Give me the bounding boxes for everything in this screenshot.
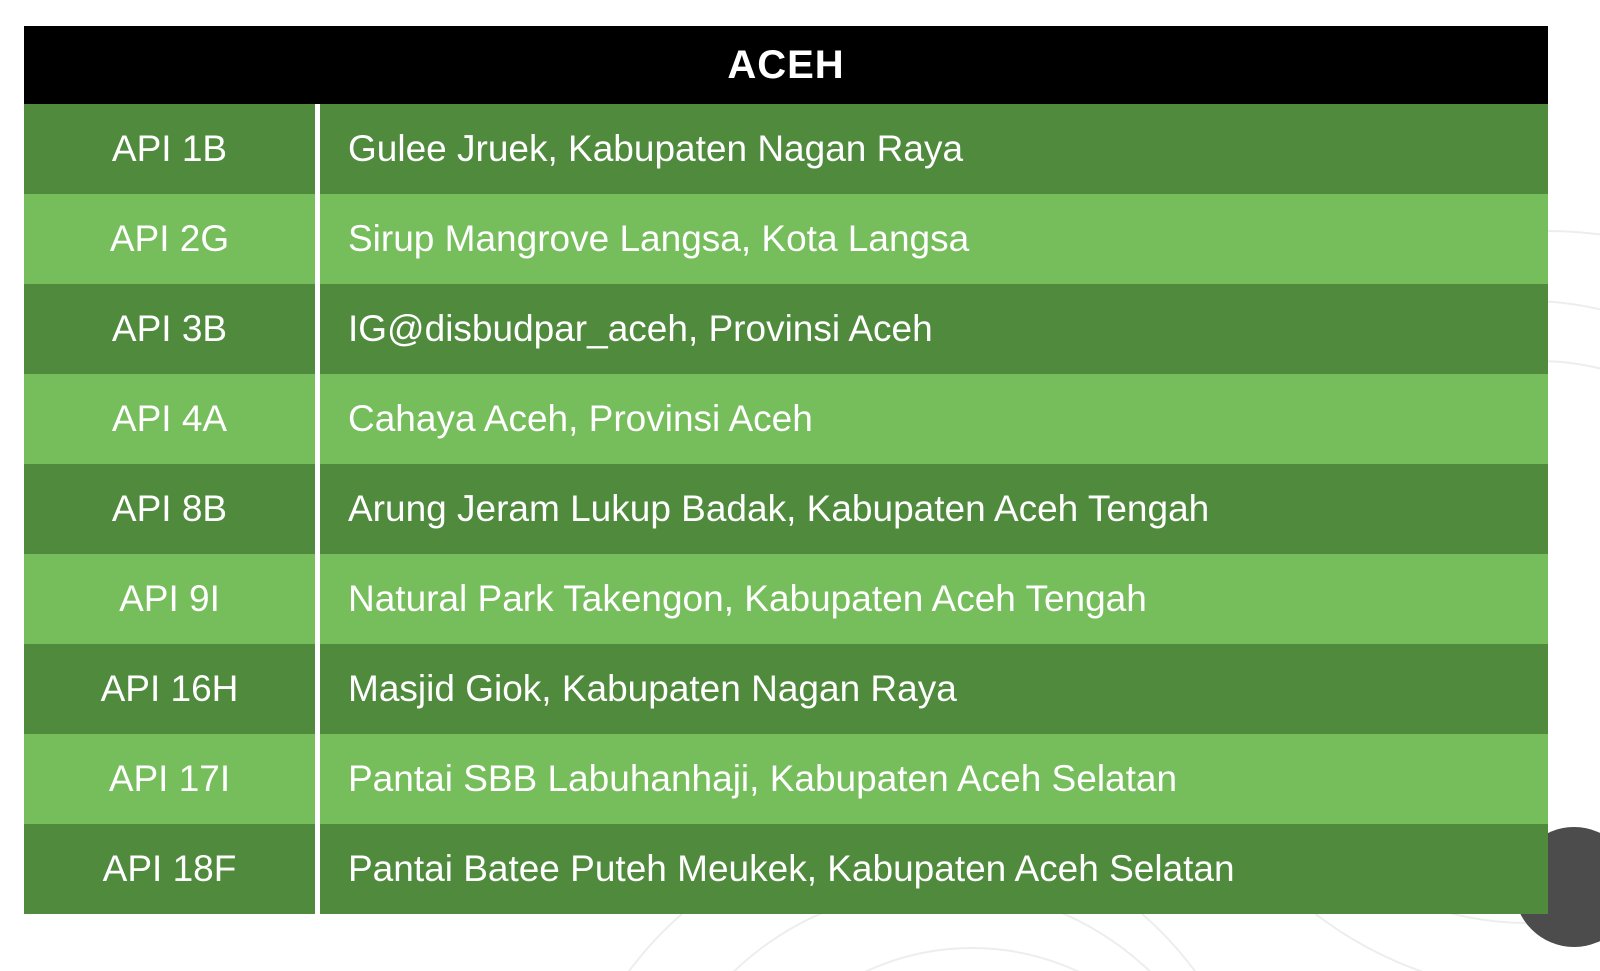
- row-name: Pantai SBB Labuhanhaji, Kabupaten Aceh Selatan: [320, 734, 1548, 824]
- page-title-text: ACEH: [727, 42, 845, 87]
- table-row: [24, 644, 1548, 734]
- page-title: [24, 26, 1548, 104]
- row-name: Gulee Jruek, Kabupaten Nagan Raya: [320, 104, 1548, 194]
- row-name: Natural Park Takengon, Kabupaten Aceh Tengah: [320, 554, 1548, 644]
- row-code: API 17I: [24, 734, 320, 824]
- row-name: Arung Jeram Lukup Badak, Kabupaten Aceh Tengah: [320, 464, 1548, 554]
- row-code: API 18F: [24, 824, 320, 914]
- row-code: API 1B: [24, 104, 320, 194]
- decorative-arc-icon: [720, 947, 1224, 971]
- row-name: Masjid Giok, Kabupaten Nagan Raya: [320, 644, 1548, 734]
- row-code: API 2G: [24, 194, 320, 284]
- data-table: [24, 26, 1548, 914]
- row-name: Sirup Mangrove Langsa, Kota Langsa: [320, 194, 1548, 284]
- table-row: [24, 194, 1548, 284]
- row-name: Cahaya Aceh, Provinsi Aceh: [320, 374, 1548, 464]
- table-row: [24, 374, 1548, 464]
- table-row: [24, 824, 1548, 914]
- table-row: [24, 554, 1548, 644]
- row-name: IG@disbudpar_aceh, Provinsi Aceh: [320, 284, 1548, 374]
- row-name: Pantai Batee Puteh Meukek, Kabupaten Aceh Selatan: [320, 824, 1548, 914]
- row-code: API 9I: [24, 554, 320, 644]
- table-row: [24, 104, 1548, 194]
- table-row: [24, 284, 1548, 374]
- table-row: [24, 734, 1548, 824]
- row-code: API 3B: [24, 284, 320, 374]
- row-code: API 4A: [24, 374, 320, 464]
- row-code: API 8B: [24, 464, 320, 554]
- table-row: [24, 464, 1548, 554]
- row-code: API 16H: [24, 644, 320, 734]
